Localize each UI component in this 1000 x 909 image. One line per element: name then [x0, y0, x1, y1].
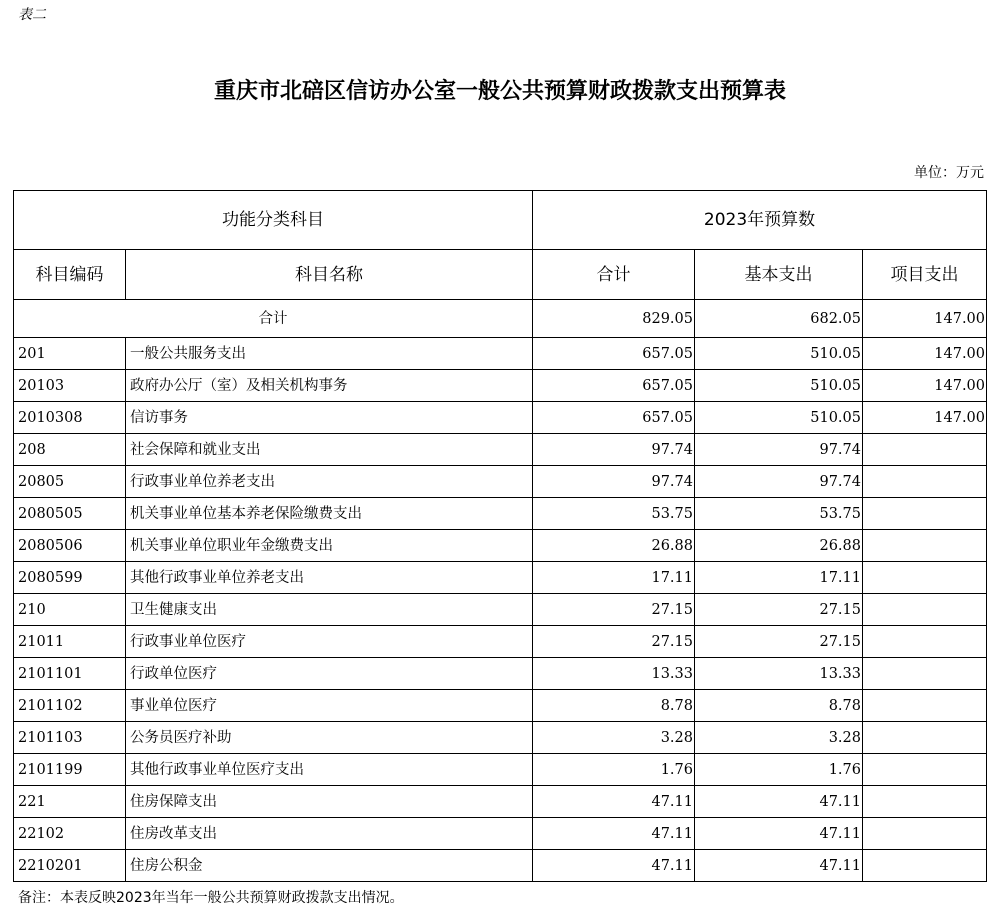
project-cell: 147.00: [863, 402, 987, 434]
project-cell: [863, 722, 987, 754]
total-cell: 53.75: [533, 498, 695, 530]
basic-cell: 1.76: [695, 754, 863, 786]
table-row: [14, 690, 987, 722]
project-cell: [863, 594, 987, 626]
basic-cell: 47.11: [695, 818, 863, 850]
code-cell: 208: [14, 434, 126, 466]
total-cell: 97.74: [533, 434, 695, 466]
unit-label: 单位：万元: [914, 165, 984, 181]
project-cell: [863, 562, 987, 594]
table-row: [14, 434, 987, 466]
basic-cell: 510.05: [695, 338, 863, 370]
basic-cell: 3.28: [695, 722, 863, 754]
project-cell: [863, 786, 987, 818]
project-cell: [863, 498, 987, 530]
header-code: 科目编码: [14, 250, 126, 300]
table-row: [14, 594, 987, 626]
name-cell: 行政事业单位养老支出: [126, 466, 533, 498]
code-cell: 2080599: [14, 562, 126, 594]
basic-cell: 27.15: [695, 594, 863, 626]
header-row-columns: [14, 250, 987, 300]
code-cell: 2101101: [14, 658, 126, 690]
name-cell: 行政事业单位医疗: [126, 626, 533, 658]
total-cell: 47.11: [533, 786, 695, 818]
total-cell: 3.28: [533, 722, 695, 754]
header-functional-category: 功能分类科目: [14, 191, 533, 250]
table-row: [14, 338, 987, 370]
code-cell: 210: [14, 594, 126, 626]
name-cell: 住房改革支出: [126, 818, 533, 850]
basic-cell: 97.74: [695, 434, 863, 466]
page-title: 重庆市北碚区信访办公室一般公共预算财政拨款支出预算表: [213, 79, 786, 104]
total-cell: 8.78: [533, 690, 695, 722]
name-cell: 住房公积金: [126, 850, 533, 882]
table-row: [14, 370, 987, 402]
table-row: [14, 754, 987, 786]
header-budget-year: 2023年预算数: [533, 191, 987, 250]
code-cell: 20805: [14, 466, 126, 498]
total-row: [14, 300, 987, 338]
table-row: [14, 786, 987, 818]
total-cell: 26.88: [533, 530, 695, 562]
total-cell: 657.05: [533, 370, 695, 402]
total-cell: 17.11: [533, 562, 695, 594]
total-cell: 27.15: [533, 626, 695, 658]
table-row: [14, 722, 987, 754]
header-project: 项目支出: [863, 250, 987, 300]
basic-cell: 27.15: [695, 626, 863, 658]
project-cell: [863, 434, 987, 466]
basic-cell: 47.11: [695, 786, 863, 818]
project-cell: [863, 754, 987, 786]
project-cell: [863, 690, 987, 722]
name-cell: 政府办公厅（室）及相关机构事务: [126, 370, 533, 402]
basic-cell: 17.11: [695, 562, 863, 594]
name-cell: 社会保障和就业支出: [126, 434, 533, 466]
code-cell: 2210201: [14, 850, 126, 882]
name-cell: 信访事务: [126, 402, 533, 434]
table-row: [14, 658, 987, 690]
project-cell: [863, 466, 987, 498]
basic-cell: 510.05: [695, 402, 863, 434]
code-cell: 20103: [14, 370, 126, 402]
name-cell: 公务员医疗补助: [126, 722, 533, 754]
project-cell: [863, 530, 987, 562]
budget-table: [13, 190, 987, 882]
project-cell: [863, 850, 987, 882]
code-cell: 2101199: [14, 754, 126, 786]
basic-cell: 53.75: [695, 498, 863, 530]
table-row: [14, 402, 987, 434]
table-row: [14, 850, 987, 882]
header-basic: 基本支出: [695, 250, 863, 300]
total-cell: 47.11: [533, 850, 695, 882]
total-cell: 657.05: [533, 338, 695, 370]
table-row: [14, 530, 987, 562]
basic-cell: 510.05: [695, 370, 863, 402]
table-row: [14, 818, 987, 850]
table-row: [14, 466, 987, 498]
project-cell: [863, 658, 987, 690]
project-cell: [863, 818, 987, 850]
project-cell: 147.00: [863, 338, 987, 370]
name-cell: 其他行政事业单位医疗支出: [126, 754, 533, 786]
name-cell: 机关事业单位职业年金缴费支出: [126, 530, 533, 562]
name-cell: 机关事业单位基本养老保险缴费支出: [126, 498, 533, 530]
total-cell: 47.11: [533, 818, 695, 850]
basic-cell: 13.33: [695, 658, 863, 690]
header-row-group: [14, 191, 987, 250]
total-cell: 97.74: [533, 466, 695, 498]
code-cell: 2080505: [14, 498, 126, 530]
header-name: 科目名称: [126, 250, 533, 300]
header-total: 合计: [533, 250, 695, 300]
total-basic: 682.05: [695, 300, 863, 338]
total-cell: 1.76: [533, 754, 695, 786]
project-cell: 147.00: [863, 370, 987, 402]
total-amount: 829.05: [533, 300, 695, 338]
total-cell: 13.33: [533, 658, 695, 690]
name-cell: 卫生健康支出: [126, 594, 533, 626]
code-cell: 2080506: [14, 530, 126, 562]
name-cell: 事业单位医疗: [126, 690, 533, 722]
code-cell: 2101102: [14, 690, 126, 722]
code-cell: 221: [14, 786, 126, 818]
total-label: 合计: [14, 300, 533, 338]
code-cell: 2010308: [14, 402, 126, 434]
code-cell: 22102: [14, 818, 126, 850]
code-cell: 2101103: [14, 722, 126, 754]
total-project: 147.00: [863, 300, 987, 338]
name-cell: 其他行政事业单位养老支出: [126, 562, 533, 594]
code-cell: 21011: [14, 626, 126, 658]
table-row: [14, 626, 987, 658]
table-number-label: 表二: [18, 7, 46, 23]
total-cell: 27.15: [533, 594, 695, 626]
table-row: [14, 498, 987, 530]
basic-cell: 26.88: [695, 530, 863, 562]
name-cell: 行政单位医疗: [126, 658, 533, 690]
basic-cell: 97.74: [695, 466, 863, 498]
basic-cell: 47.11: [695, 850, 863, 882]
name-cell: 住房保障支出: [126, 786, 533, 818]
name-cell: 一般公共服务支出: [126, 338, 533, 370]
project-cell: [863, 626, 987, 658]
basic-cell: 8.78: [695, 690, 863, 722]
code-cell: 201: [14, 338, 126, 370]
footnote: 备注：本表反映2023年当年一般公共预算财政拨款支出情况。: [18, 890, 404, 906]
total-cell: 657.05: [533, 402, 695, 434]
table-row: [14, 562, 987, 594]
